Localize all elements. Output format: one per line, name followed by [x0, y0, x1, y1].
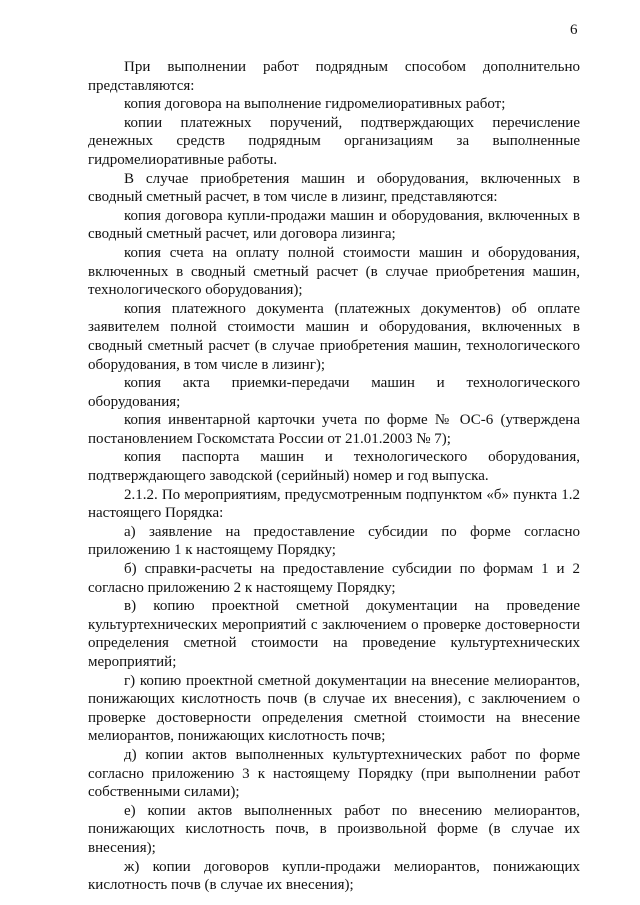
paragraph: 2.1.2. По мероприятиям, предусмотренным подпунктом «б» пункта 1.2 настоящего Порядка: [88, 486, 580, 522]
paragraph: При выполнении работ подрядным способом дополнительно представляются: [88, 59, 580, 94]
paragraph: копия паспорта машин и технологического оборудования, подтверждающего заводской (серийный) номер и год выпуска. [88, 449, 580, 485]
page-number: 6 [570, 22, 578, 38]
paragraph: г) копию проектной сметной документации на внесение мелиорантов, понижающих кислотность почв (в случае их внесения), с заключением о проверке достоверности определения сметной стоимости на внесение мелиорантов, понижающих кислотность почв; [88, 672, 580, 745]
paragraph: д) копии актов выполненных культуртехнических работ по форме согласно приложению 3 к настоящему Порядку (при выполнении работ собственными силами); [88, 746, 580, 801]
paragraph: е) копии актов выполненных работ по внесению мелиорантов, понижающих кислотность почв, в произвольной форме (в случае их внесения); [88, 802, 580, 856]
paragraph: б) справки-расчеты на предоставление субсидии по формам 1 и 2 согласно приложению 2 к настоящему Порядку; [88, 561, 580, 596]
paragraph: копия договора купли-продажи машин и оборудования, включенных в сводный сметный расчет, или договора лизинга; [88, 207, 580, 243]
paragraph: ж) копии договоров купли-продажи мелиорантов, понижающих кислотность почв (в случае их внесения); [88, 858, 580, 894]
paragraph: В случае приобретения машин и оборудования, включенных в сводный сметный расчет, в том числе в лизинг, представляются: [88, 170, 580, 206]
paragraph: в) копию проектной сметной документации на проведение культуртехнических мероприятий с заключением о проверке достоверности определения сметной стоимости на проведение культуртехнических мероприятий; [88, 598, 580, 670]
paragraph: а) заявление на предоставление субсидии по форме согласно приложению 1 к настоящему Порядку; [88, 523, 580, 559]
paragraph: копия договора на выполнение гидромелиоративных работ; [124, 96, 506, 113]
paragraph: копия платежного документа (платежных документов) об оплате заявителем полной стоимости машин и оборудования, включенных в сводный сметный расчет (в случае приобретения машин, технологического оборудования, в том числе в лизинг); [88, 300, 580, 373]
document-body [88, 58, 580, 895]
paragraph: копия акта приемки-передачи машин и технологического оборудования; [88, 375, 580, 410]
paragraph: копии платежных поручений, подтверждающих перечисление денежных средств подрядным организациям за выполненные гидромелиоративные работы. [88, 114, 580, 168]
paragraph: копия инвентарной карточки учета по форме № ОС-6 (утверждена постановлением Госкомстата России от 21.01.2003 № 7); [88, 412, 580, 447]
paragraph: копия счета на оплату полной стоимости машин и оборудования, включенных в сводный сметный расчет (в случае приобретения машин, технологического оборудования); [88, 244, 580, 299]
